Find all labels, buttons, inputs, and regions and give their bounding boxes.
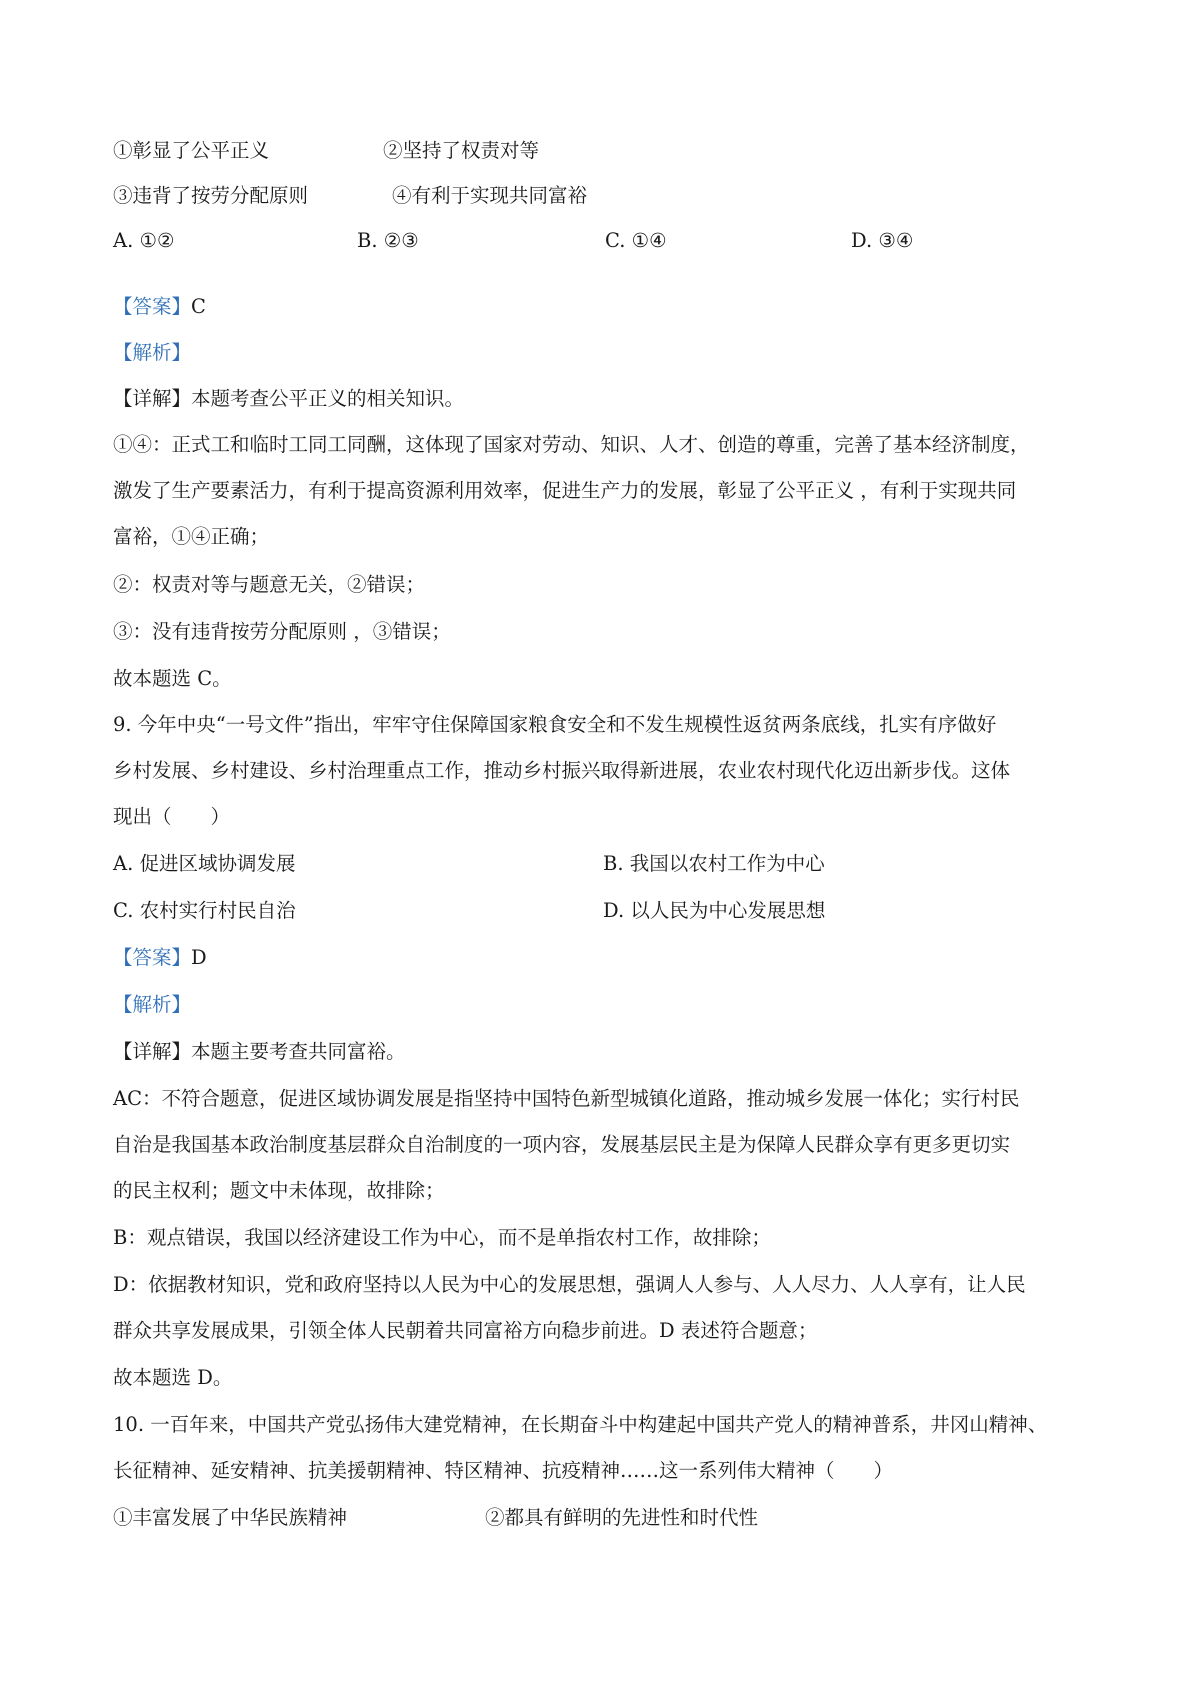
q10-stem-line: 10. 一百年来，中国共产党弘扬伟大建党精神，在长期奋斗中构建起中国共产党人的精神普系，井冈山精神、 (113, 1413, 1048, 1436)
q8-explain-line: 富裕，①④正确； (113, 525, 270, 548)
q9-stem-line: 9. 今年中央“一号文件”指出，牢牢守住保障国家粮食安全和不发生规模性返贫两条底线，扎实有序做好 (113, 713, 997, 736)
q9-conclusion: 故本题选 D。 (113, 1366, 233, 1389)
detail-intro: 本题考查公平正义的相关知识。 (191, 387, 465, 410)
answer-tag: 【答案】 (113, 295, 192, 318)
detail-intro: 本题主要考查共同富裕。 (191, 1040, 406, 1063)
q8-statement-1: ①彰显了公平正义 (113, 139, 270, 162)
q8-conclusion: 故本题选 C。 (113, 667, 232, 690)
q8-statement-4: ④有利于实现共同富裕 (392, 184, 588, 207)
q8-analysis-tag: 【解析】 (113, 341, 192, 364)
detail-tag: 【详解】 (113, 1040, 192, 1063)
q9-option-a: A. 促进区域协调发展 (113, 852, 296, 875)
q9-stem-line: 乡村发展、乡村建设、乡村治理重点工作，推动乡村振兴取得新进展，农业农村现代化迈出新步伐。这体 (113, 759, 1011, 782)
q9-explain-line: 群众共享发展成果，引领全体人民朝着共同富裕方向稳步前进。D 表述符合题意； (113, 1319, 818, 1342)
q9-option-c: C. 农村实行村民自治 (113, 899, 296, 922)
q10-stem-line: 长征精神、延安精神、抗美援朝精神、特区精神、抗疫精神……这一系列伟大精神（ ） (113, 1459, 894, 1482)
answer-tag: 【答案】 (113, 946, 192, 969)
q8-explain-line: 激发了生产要素活力，有利于提高资源利用效率，促进生产力的发展，彰显了公平正义 ，有利于实现共同 (113, 479, 1017, 502)
q8-answer (113, 294, 206, 320)
q8-explain-line: ③：没有违背按劳分配原则 ，③错误； (113, 620, 451, 643)
q8-statement-3: ③违背了按劳分配原则 (113, 184, 309, 207)
q8-detail (113, 386, 464, 412)
q9-explain-line: B：观点错误，我国以经济建设工作为中心，而不是单指农村工作，故排除； (113, 1226, 771, 1249)
q8-option-c: C. ①④ (605, 229, 667, 252)
q9-explain-line: D：依据教材知识，党和政府坚持以人民为中心的发展思想，强调人人参与、人人尽力、人人享有，让人民 (113, 1273, 1026, 1296)
q8-option-a: A. ①② (113, 229, 175, 252)
detail-tag: 【详解】 (113, 387, 192, 410)
q9-detail (113, 1039, 406, 1065)
q10-statement-2: ②都具有鲜明的先进性和时代性 (485, 1506, 759, 1529)
q8-explain-line: ①④：正式工和临时工同工同酬，这体现了国家对劳动、知识、人才、创造的尊重，完善了基本经济制度， (113, 433, 1030, 456)
q8-option-d: D. ③④ (851, 229, 914, 252)
q9-option-d: D. 以人民为中心发展思想 (603, 899, 826, 922)
q9-explain-line: 自治是我国基本政治制度基层群众自治制度的一项内容，发展基层民主是为保障人民群众享有更多更切实 (113, 1133, 1011, 1156)
q9-answer (113, 945, 207, 971)
q10-statement-1: ①丰富发展了中华民族精神 (113, 1506, 348, 1529)
q8-explain-line: ②：权责对等与题意无关，②错误； (113, 573, 426, 596)
q9-explain-line: 的民主权利；题文中未体现，故排除； (113, 1179, 445, 1202)
answer-value: D (191, 946, 207, 969)
q9-analysis-tag: 【解析】 (113, 993, 192, 1016)
q8-statement-2: ②坚持了权责对等 (383, 139, 540, 162)
q9-stem-line: 现出（ ） (113, 805, 231, 828)
q8-option-b: B. ②③ (357, 229, 419, 252)
q9-option-b: B. 我国以农村工作为中心 (603, 852, 825, 875)
answer-value: C (191, 295, 206, 318)
q9-explain-line: AC：不符合题意，促进区域协调发展是指坚持中国特色新型城镇化道路，推动城乡发展一体化；实行村民 (113, 1087, 1020, 1110)
